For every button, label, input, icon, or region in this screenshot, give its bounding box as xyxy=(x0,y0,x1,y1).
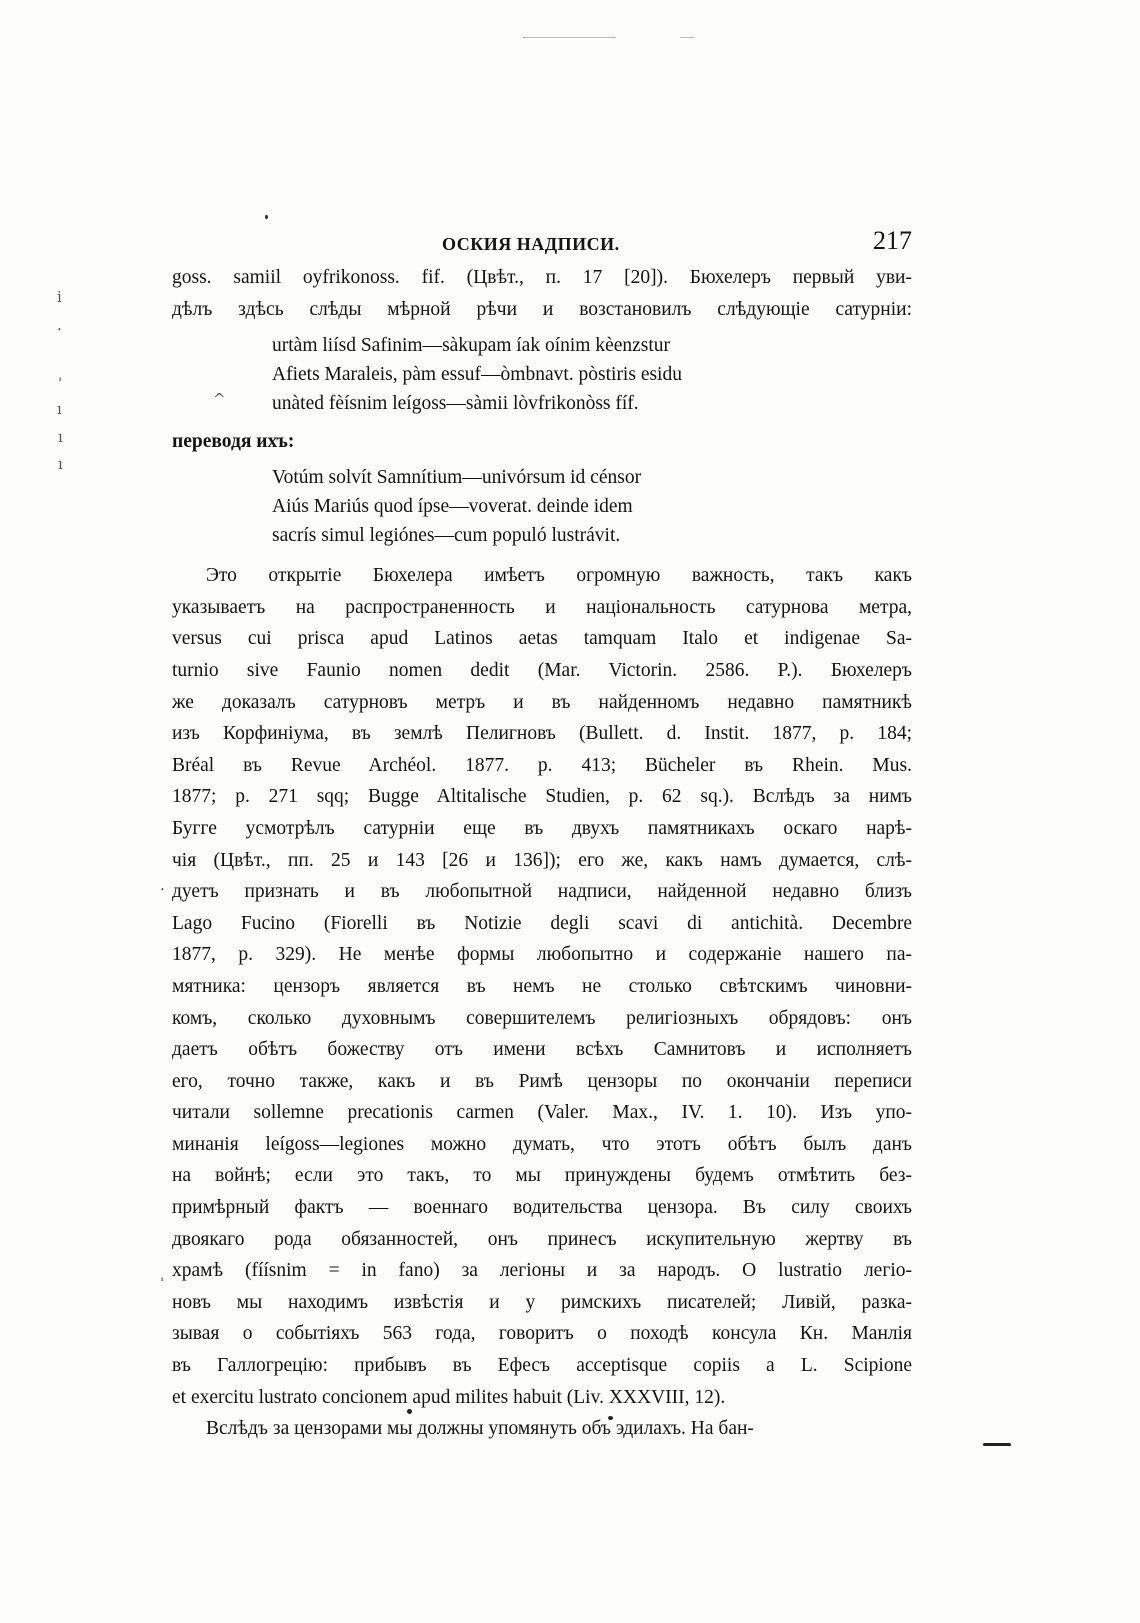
text-line: въ Галлогрецію: прибывъ въ Ефесъ acceptisque copiis a L. Scipione xyxy=(172,1355,912,1377)
margin-mark: · xyxy=(160,880,165,898)
verse-line: Votúm solvít Samnítium—univórsum id cénsor xyxy=(272,467,642,489)
paragraph-2 xyxy=(172,1413,912,1445)
text-line: Bréal въ Revue Archéol. 1877. p. 413; Bücheler въ Rhein. Mus. xyxy=(172,754,912,776)
text-line: turnio sive Faunio nomen dedit (Mar. Victorin. 2586. P.). Бюхелеръ xyxy=(172,659,912,681)
text-line: его, точно также, какъ и въ Римѣ цензоры по окончаніи переписи xyxy=(172,1070,912,1092)
page xyxy=(172,226,912,1445)
scan-line-top-short xyxy=(680,37,694,38)
text-line: чія (Цвѣт., пп. 25 и 143 [26 и 136]); его же, какъ намъ думается, слѣ- xyxy=(172,849,912,871)
verse-line: urtàm liísd Safinim—sàkupam íak oínim kèenzstur xyxy=(272,335,671,357)
verse-line: Aiús Mariús quod ípse—voverat. deinde idem xyxy=(272,496,633,518)
running-head: ОСКИЯ НАДПИСИ. xyxy=(442,234,620,254)
text-line: же доказалъ сатурновъ метръ и въ найденномъ недавно памятникѣ xyxy=(172,691,912,713)
verse-line: Afiets Maraleis, pàm essuf—òmbnavt. pòstiris esidu xyxy=(272,364,682,386)
verse-line: sacrís simul legiónes—cum populó lustrávit. xyxy=(272,525,621,547)
text-line: Вслѣдъ за цензорами мы должны упомянуть объ эдилахъ. На бан- xyxy=(206,1418,754,1440)
page-header xyxy=(172,226,912,262)
text-line: Бугге усмотрѣлъ сатурніи еще въ двухъ памятникахъ оскаго нарѣ- xyxy=(172,817,912,839)
text-line: указываетъ на распространенность и національность сатурнова метра, xyxy=(172,596,912,618)
text-line: читали sollemne precationis carmen (Valer. Max., IV. 1. 10). Изъ упо- xyxy=(172,1102,912,1124)
scan-dash xyxy=(983,1443,1011,1446)
text-line: Это открытіе Бюхелера имѣетъ огромную важность, такъ какъ xyxy=(206,565,912,587)
margin-mark: · xyxy=(57,320,62,338)
oscan-verse xyxy=(172,331,912,418)
text-line: минанія leígoss—legiones можно думать, что этотъ обѣтъ былъ данъ xyxy=(172,1133,912,1155)
margin-mark: ı xyxy=(58,455,63,473)
text-line: даетъ обѣтъ божеству отъ имени всѣхъ Самнитовъ и исполняетъ xyxy=(172,1039,912,1061)
text-line: 1877, p. 329). Не менѣе формы любопытно и содержаніе нашего па- xyxy=(172,944,912,966)
text-line: Lago Fucino (Fiorelli въ Notizie degli scavi di antichità. Decembre xyxy=(172,912,912,934)
margin-mark: ⅰ xyxy=(57,288,62,306)
text-line: комъ, сколько духовнымъ совершителемъ религіозныхъ обрядовъ: онъ xyxy=(172,1007,912,1029)
text-line: изъ Корфиніума, въ землѣ Пелигновъ (Bullett. d. Instit. 1877, p. 184; xyxy=(172,723,912,745)
margin-mark: ˈ xyxy=(160,1275,165,1293)
text-line: goss. samiil oyfrikonoss. fif. (Цвѣт., п. 17 [20]). Бюхелеръ первый уви- xyxy=(172,267,912,288)
text-line: примѣрный фактъ — военнаго водительства цензора. Въ силу своихъ xyxy=(172,1197,912,1219)
text-line: на войнѣ; если это такъ, то мы принуждены будемъ отмѣтить без- xyxy=(172,1165,912,1187)
margin-mark: ^ xyxy=(213,390,226,408)
intro-text xyxy=(172,262,912,325)
text-line: двоякаго рода обязанностей, онъ принесъ искупительную жертву въ xyxy=(172,1228,912,1250)
text-line: 1877; p. 271 sqq; Bugge Altitalische Studien, p. 62 sq.). Вслѣдъ за нимъ xyxy=(172,786,912,808)
speck xyxy=(265,215,268,219)
text-line: дуетъ признать и въ любопытной надписи, найденной недавно близъ xyxy=(172,881,912,903)
text-line: versus cui prisca apud Latinos aetas tamquam Italo et indigenae Sa- xyxy=(172,628,912,650)
paragraph-1 xyxy=(172,560,912,1413)
margin-mark: ı xyxy=(57,400,62,418)
translation-label: переводя ихъ: xyxy=(172,431,295,453)
text-line: зывая о событіяхъ 563 года, говоритъ о походѣ консула Кн. Манлія xyxy=(172,1323,912,1345)
text-line: новъ мы находимъ извѣстія и у римскихъ писателей; Ливій, разка- xyxy=(172,1291,912,1313)
verse-line: unàted fèísnim leígoss—sàmii lòvfrikonòss fíf. xyxy=(272,393,639,415)
page-number: 217 xyxy=(873,226,912,255)
text-line: et exercitu lustrato concionem apud milites habuit (Liv. XXXVIII, 12). xyxy=(172,1386,726,1408)
scan-line-top xyxy=(523,37,615,38)
text-line: храмѣ (fíísnim = in fano) за легіоны и за народъ. О lustratio легіо- xyxy=(172,1260,912,1282)
margin-mark: ˈ xyxy=(58,375,63,393)
margin-mark: ı xyxy=(58,428,63,446)
text-line: мятника: цензоръ является въ немъ не столько свѣтскимъ чиновни- xyxy=(172,975,912,997)
latin-verse xyxy=(172,463,912,550)
text-line: дѣлъ здѣсь слѣды мѣрной рѣчи и возстановилъ слѣдующіе сатурніи: xyxy=(172,298,912,320)
